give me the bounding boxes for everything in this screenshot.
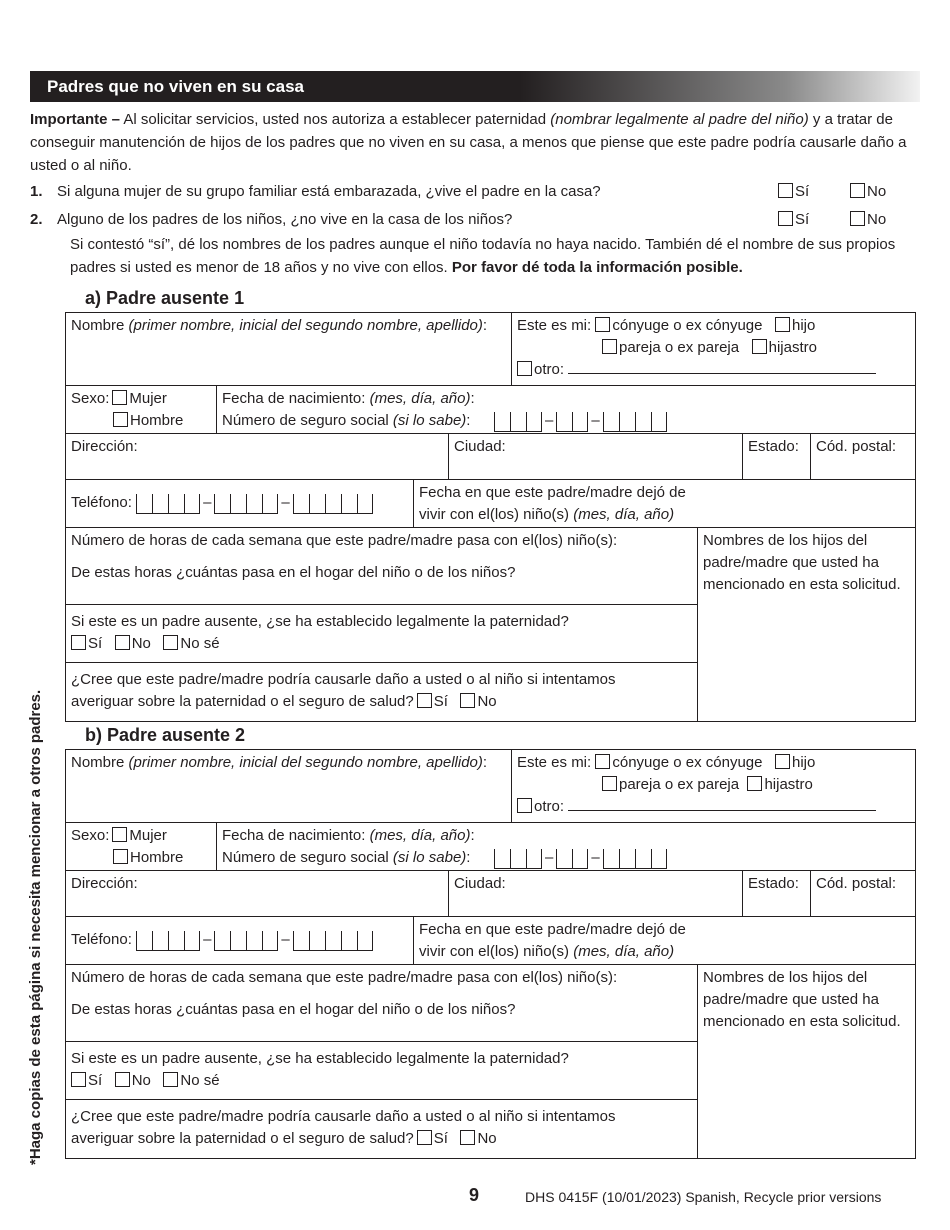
checkbox-no[interactable] bbox=[460, 1130, 475, 1145]
answer-yes[interactable] bbox=[778, 210, 809, 230]
name-hint: (primer nombre, inicial del segundo nombre, apellido) bbox=[128, 754, 483, 771]
checkbox[interactable] bbox=[778, 211, 793, 226]
answer-no[interactable] bbox=[850, 182, 886, 202]
colon: : bbox=[482, 317, 488, 334]
option-label: Mujer bbox=[129, 390, 167, 407]
relationship-field bbox=[511, 312, 916, 386]
left-date-label-2: vivir con el(los) niño(s) bbox=[419, 943, 574, 960]
section-header: Padres que no viven en su casa bbox=[30, 71, 920, 102]
option-label: No sé bbox=[180, 635, 220, 652]
left-date-field[interactable] bbox=[413, 479, 916, 528]
ssn-hint: (si lo sabe) bbox=[392, 849, 467, 866]
harm-field bbox=[65, 1099, 698, 1159]
checkbox-conyuge[interactable] bbox=[595, 754, 610, 769]
checkbox-conyuge[interactable] bbox=[595, 317, 610, 332]
ssn-label: Número de seguro social bbox=[222, 849, 393, 866]
colon: : bbox=[482, 754, 488, 771]
checkbox-hombre[interactable] bbox=[113, 412, 128, 427]
checkbox-hijastro[interactable] bbox=[747, 776, 762, 791]
children-names-label: Nombres de los hijos del padre/madre que usted ha mencionado en esta solicitud. bbox=[703, 969, 901, 1030]
birth-ssn-field bbox=[216, 822, 916, 871]
option-label: otro: bbox=[534, 798, 565, 815]
intro-bold: Importante – bbox=[30, 111, 121, 128]
option-label: No sé bbox=[180, 1072, 220, 1089]
checkbox-no-se[interactable] bbox=[163, 1072, 178, 1087]
zip-label: Cód. postal: bbox=[816, 875, 897, 892]
option-label: hijo bbox=[792, 317, 816, 334]
option-label: otro: bbox=[534, 361, 565, 378]
phone-input[interactable]: – – bbox=[136, 492, 373, 514]
option-label: hijastro bbox=[764, 776, 813, 793]
intro-text-1: Al solicitar servicios, usted nos autoriza a establecer paternidad bbox=[120, 111, 551, 128]
harm-label-1: ¿Cree que este padre/madre podría causarle daño a usted o al niño si intentamos bbox=[71, 1108, 616, 1125]
state-label: Estado: bbox=[748, 875, 799, 892]
city-field[interactable] bbox=[448, 433, 743, 480]
sex-label: Sexo: bbox=[71, 390, 110, 407]
checkbox-si[interactable] bbox=[71, 635, 86, 650]
children-names-field[interactable] bbox=[697, 964, 916, 1159]
phone-input[interactable]: – – bbox=[136, 929, 373, 951]
side-note: *Haga copias de esta página si necesita mencionar a otros padres. bbox=[27, 689, 44, 1165]
form-id: DHS 0415F (10/01/2023) Spanish, Recycle prior versions bbox=[525, 1189, 882, 1205]
option-label: No bbox=[477, 1130, 497, 1147]
relationship-label: Este es mi: bbox=[517, 317, 592, 334]
option-label: No bbox=[131, 635, 151, 652]
option-label: Hombre bbox=[130, 849, 184, 866]
checkbox-hijo[interactable] bbox=[775, 754, 790, 769]
ssn-hint: (si lo sabe) bbox=[392, 412, 467, 429]
checkbox-pareja[interactable] bbox=[602, 339, 617, 354]
option-label: Sí bbox=[433, 693, 448, 710]
question-number: 1. bbox=[30, 183, 43, 200]
phone-label: Teléfono: bbox=[71, 494, 132, 511]
state-field[interactable] bbox=[742, 433, 811, 480]
harm-label-2: averiguar sobre la paternidad o el seguro de salud? bbox=[71, 1130, 414, 1147]
state-field[interactable] bbox=[742, 870, 811, 917]
harm-label-1: ¿Cree que este padre/madre podría causarle daño a usted o al niño si intentamos bbox=[71, 671, 616, 688]
page-number: 9 bbox=[469, 1185, 480, 1205]
section-b-title: b) Padre ausente 2 bbox=[85, 725, 246, 745]
city-field[interactable] bbox=[448, 870, 743, 917]
left-date-hint: (mes, día, año) bbox=[573, 506, 675, 523]
checkbox-no[interactable] bbox=[460, 693, 475, 708]
answer-label: Sí bbox=[795, 183, 810, 200]
name-hint: (primer nombre, inicial del segundo nombre, apellido) bbox=[128, 317, 483, 334]
option-label: Sí bbox=[88, 1072, 103, 1089]
checkbox-si[interactable] bbox=[417, 693, 432, 708]
sex-field bbox=[65, 822, 217, 871]
left-date-label-1: Fecha en que este padre/madre dejó de bbox=[419, 921, 686, 938]
birthdate-label: Fecha de nacimiento: bbox=[222, 390, 370, 407]
sex-label: Sexo: bbox=[71, 827, 110, 844]
otro-input-line[interactable] bbox=[568, 797, 876, 811]
zip-field[interactable] bbox=[810, 433, 916, 480]
question-number: 2. bbox=[30, 211, 43, 228]
option-label: Sí bbox=[433, 1130, 448, 1147]
zip-label: Cód. postal: bbox=[816, 438, 897, 455]
left-date-label-2: vivir con el(los) niño(s) bbox=[419, 506, 574, 523]
intro-paragraph bbox=[30, 108, 920, 177]
phone-field bbox=[65, 916, 414, 965]
hours-label: Número de horas de cada semana que este padre/madre pasa con el(los) niño(s): bbox=[71, 969, 618, 986]
harm-field bbox=[65, 662, 698, 722]
paternity-field bbox=[65, 604, 698, 663]
colon: : bbox=[466, 849, 471, 866]
ssn-input[interactable]: – – bbox=[494, 410, 667, 432]
checkbox-no[interactable] bbox=[115, 1072, 130, 1087]
birthdate-hint: (mes, día, año) bbox=[369, 827, 471, 844]
name-label: Nombre bbox=[71, 317, 129, 334]
name-field[interactable] bbox=[65, 312, 512, 386]
checkbox-pareja[interactable] bbox=[602, 776, 617, 791]
city-label: Ciudad: bbox=[454, 875, 506, 892]
ssn-label: Número de seguro social bbox=[222, 412, 393, 429]
option-label: cónyuge o ex cónyuge bbox=[612, 317, 763, 334]
option-label: hijo bbox=[792, 754, 816, 771]
answer-yes[interactable] bbox=[778, 182, 809, 202]
name-field[interactable] bbox=[65, 749, 512, 823]
checkbox-otro[interactable] bbox=[517, 361, 532, 376]
checkbox-mujer[interactable] bbox=[112, 827, 127, 842]
birth-ssn-field bbox=[216, 385, 916, 434]
checkbox-si[interactable] bbox=[417, 1130, 432, 1145]
hours-field[interactable] bbox=[65, 964, 698, 1042]
answer-label: No bbox=[867, 183, 887, 200]
option-label: pareja o ex pareja bbox=[619, 339, 740, 356]
paternity-label: Si este es un padre ausente, ¿se ha establecido legalmente la paternidad? bbox=[71, 613, 569, 630]
checkbox-hijo[interactable] bbox=[775, 317, 790, 332]
children-names-label: Nombres de los hijos del padre/madre que usted ha mencionado en esta solicitud. bbox=[703, 532, 901, 593]
zip-field[interactable] bbox=[810, 870, 916, 917]
checkbox[interactable] bbox=[850, 183, 865, 198]
note-bold: Por favor dé toda la información posible. bbox=[451, 259, 743, 276]
answer-no[interactable] bbox=[850, 210, 886, 230]
paternity-field bbox=[65, 1041, 698, 1100]
phone-label: Teléfono: bbox=[71, 931, 132, 948]
option-label: No bbox=[477, 693, 497, 710]
intro-italic: (nombrar legalmente al padre del niño) bbox=[550, 111, 809, 128]
checkbox-hombre[interactable] bbox=[113, 849, 128, 864]
children-names-field[interactable] bbox=[697, 527, 916, 722]
relationship-field bbox=[511, 749, 916, 823]
hours-home-label: De estas horas ¿cuántas pasa en el hogar del niño o de los niños? bbox=[71, 564, 516, 581]
address-field[interactable] bbox=[65, 870, 449, 917]
checkbox[interactable] bbox=[850, 211, 865, 226]
checkbox-no-se[interactable] bbox=[163, 635, 178, 650]
colon: : bbox=[470, 827, 475, 844]
checkbox-mujer[interactable] bbox=[112, 390, 127, 405]
relationship-label: Este es mi: bbox=[517, 754, 592, 771]
sex-field bbox=[65, 385, 217, 434]
option-label: Hombre bbox=[130, 412, 184, 429]
checkbox-si[interactable] bbox=[71, 1072, 86, 1087]
checkbox-hijastro[interactable] bbox=[752, 339, 767, 354]
left-date-hint: (mes, día, año) bbox=[573, 943, 675, 960]
option-label: No bbox=[131, 1072, 151, 1089]
birthdate-hint: (mes, día, año) bbox=[369, 390, 471, 407]
option-label: pareja o ex pareja bbox=[619, 776, 740, 793]
colon: : bbox=[470, 390, 475, 407]
harm-label-2: averiguar sobre la paternidad o el seguro de salud? bbox=[71, 693, 414, 710]
checkbox-otro[interactable] bbox=[517, 798, 532, 813]
hours-field[interactable] bbox=[65, 527, 698, 605]
question-text: Alguno de los padres de los niños, ¿no vive en la casa de los niños? bbox=[57, 211, 513, 228]
option-label: Mujer bbox=[129, 827, 167, 844]
state-label: Estado: bbox=[748, 438, 799, 455]
address-label: Dirección: bbox=[71, 875, 138, 892]
colon: : bbox=[466, 412, 471, 429]
address-field[interactable] bbox=[65, 433, 449, 480]
intro-text-2: y a tratar de conseguir manutención de hijos de los padres que no viven en su casa, a menos que piense que este padre podría causarle daño a usted o al niño. bbox=[30, 111, 907, 174]
option-label: hijastro bbox=[768, 339, 817, 356]
left-date-label-1: Fecha en que este padre/madre dejó de bbox=[419, 484, 686, 501]
answer-label: No bbox=[867, 211, 887, 228]
paternity-label: Si este es un padre ausente, ¿se ha establecido legalmente la paternidad? bbox=[71, 1050, 569, 1067]
checkbox[interactable] bbox=[778, 183, 793, 198]
left-date-field[interactable] bbox=[413, 916, 916, 965]
name-label: Nombre bbox=[71, 754, 129, 771]
otro-input-line[interactable] bbox=[568, 360, 876, 374]
checkbox-no[interactable] bbox=[115, 635, 130, 650]
option-label: cónyuge o ex cónyuge bbox=[612, 754, 763, 771]
city-label: Ciudad: bbox=[454, 438, 506, 455]
note-text: Si contestó “sí”, dé los nombres de los padres aunque el niño todavía no haya nacido. También dé el nombre de sus propios padres si usted es menor de 18 años y no vive con ellos. bbox=[70, 236, 896, 276]
address-label: Dirección: bbox=[71, 438, 138, 455]
answer-label: Sí bbox=[795, 211, 810, 228]
instruction-note bbox=[70, 233, 920, 279]
option-label: Sí bbox=[88, 635, 103, 652]
hours-label: Número de horas de cada semana que este padre/madre pasa con el(los) niño(s): bbox=[71, 532, 618, 549]
birthdate-label: Fecha de nacimiento: bbox=[222, 827, 370, 844]
ssn-input[interactable]: – – bbox=[494, 847, 667, 869]
phone-field bbox=[65, 479, 414, 528]
question-text: Si alguna mujer de su grupo familiar está embarazada, ¿vive el padre en la casa? bbox=[57, 183, 601, 200]
hours-home-label: De estas horas ¿cuántas pasa en el hogar del niño o de los niños? bbox=[71, 1001, 516, 1018]
section-a-title: a) Padre ausente 1 bbox=[85, 288, 245, 308]
